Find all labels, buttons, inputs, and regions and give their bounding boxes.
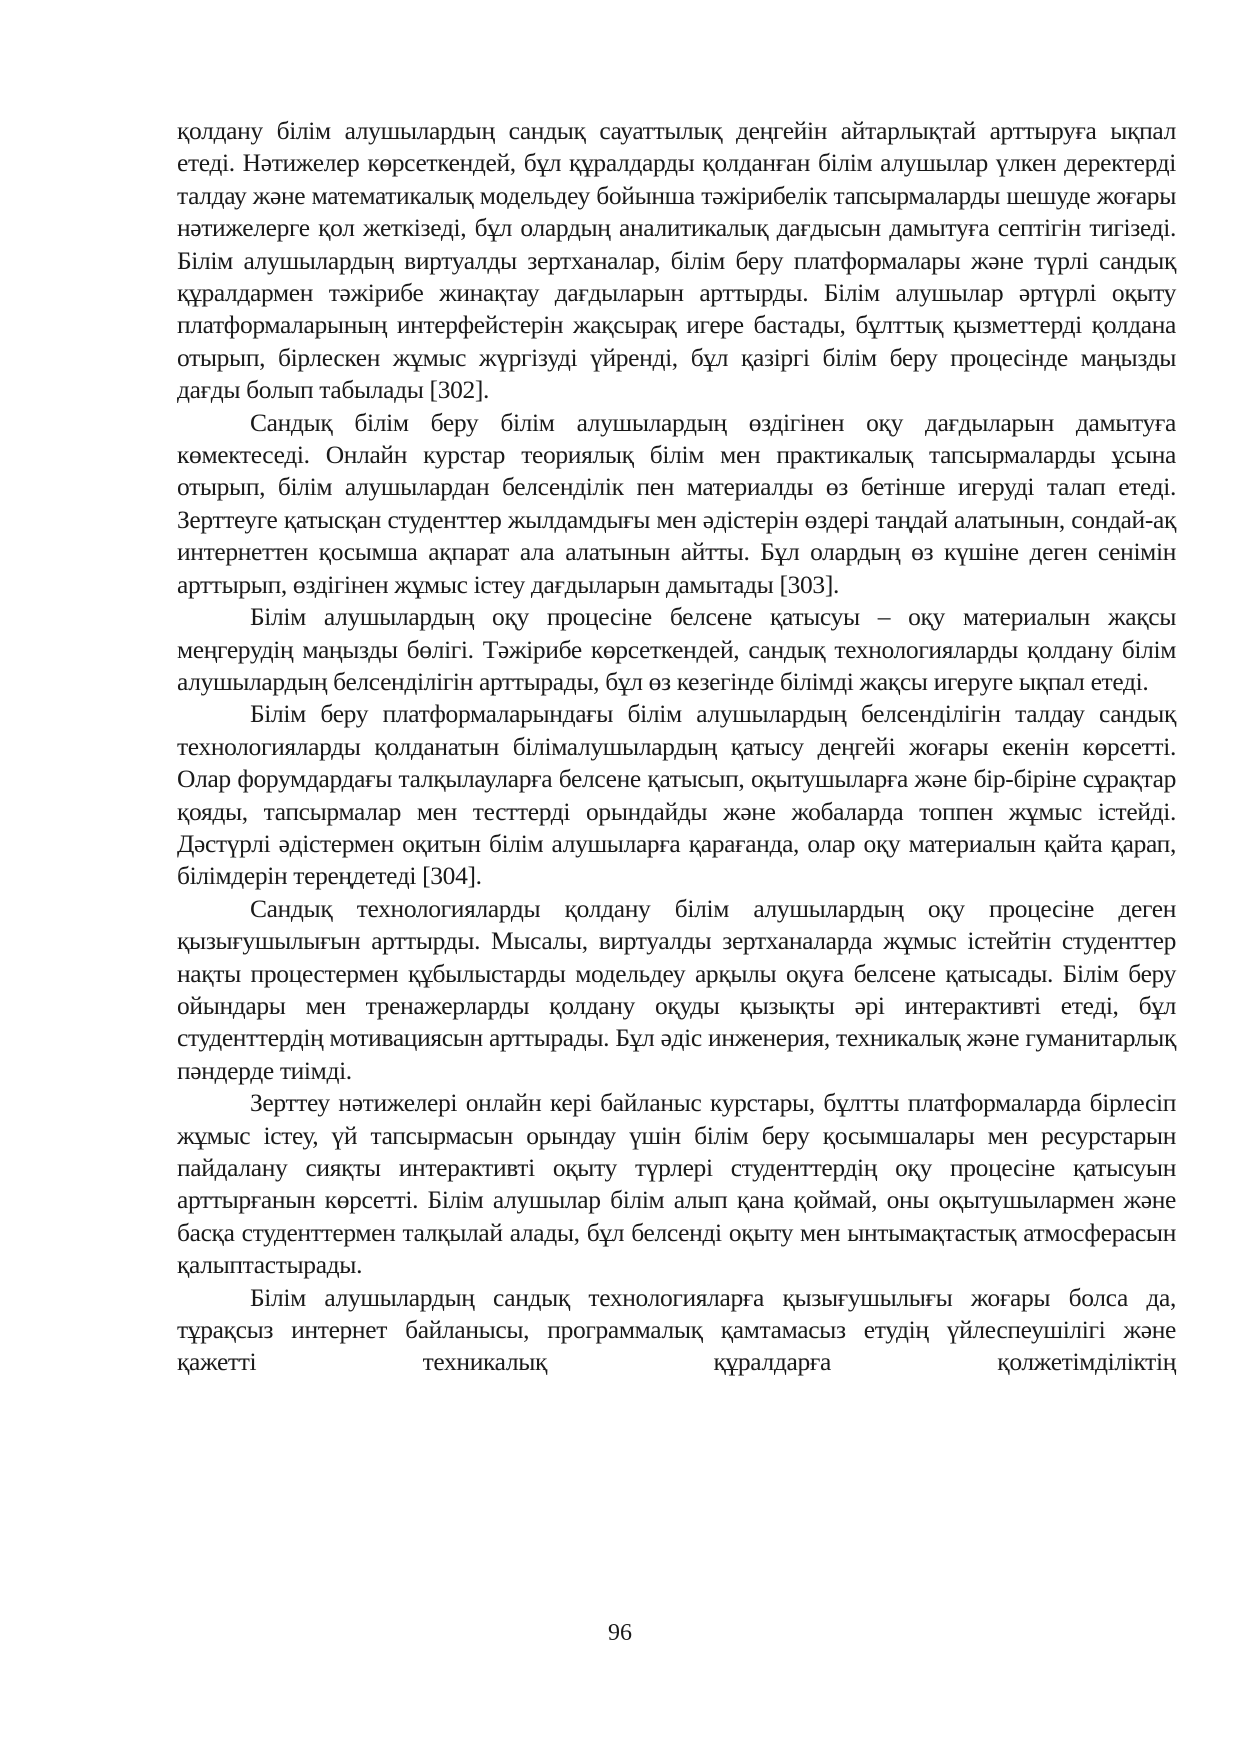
- paragraph-continuation: қолдану білім алушылардың сандық сауаттылық деңгейін айтарлықтай арттыруға ықпал етеді. Нәтижелер көрсеткендей, бұл құралдарды қолданған білім алушылар үлкен деректерді талдау және математикалық модельдеу бойынша тәжірибелік тапсырмаларды шешуде жоғары нәтижелерге қол жеткізеді, бұл олардың аналитикалық дағдысын дамытуға септігін тигізеді. Білім алушылардың виртуалды зертханалар, білім беру платформалары және түрлі сандық құралдармен тәжірибе жинақтау дағдыларын арттырды. Білім алушылар әртүрлі оқыту платформаларының интерфейстерін жақсырақ игере бастады, бұлттық қызметтерді қолдана отырып, бірлескен жұмыс жүргізуді үйренді, бұл қазіргі білім беру процесінде маңызды дағды болып табылады [302].: [177, 116, 1176, 405]
- page-number: 96: [608, 1620, 632, 1646]
- paragraph-challenges: Білім алушылардың сандық технологияларға қызығушылығы жоғары болса да, тұрақсыз интернет байланысы, программалық қамтамасыз етудің үйлеспеушілігі және қажетті техникалық құралдарға қолжетімділіктің: [177, 1282, 1176, 1377]
- paragraph-self-study: Сандық білім беру білім алушылардың өздігінен оқу дағдыларын дамытуға көмектеседі. Онлайн курстар теориялық білім мен практикалық тапсырмаларды ұсына отырып, білім алушылардан белсенділік пен материалды өз бетінше игеруді талап етеді. Зерттеуге қатысқан студенттер жылдамдығы мен әдістерін өздері таңдай алатынын, сондай-ақ интернеттен қосымша ақпарат ала алатынын айтты. Бұл олардың өз күшіне деген сенімін арттырып, өздігінен жұмыс істеу дағдыларын дамытады [303].: [177, 407, 1176, 599]
- paragraph-active-participation: Білім алушылардың оқу процесіне белсене қатысуы – оқу материалын жақсы меңгерудің маңызды бөлігі. Тәжірибе көрсеткендей, сандық технологияларды қолдану білім алушылардың белсенділігін арттырады, бұл өз кезегінде білімді жақсы игеруге ықпал етеді.: [177, 602, 1176, 696]
- paragraph-platform-activity: Білім беру платформаларындағы білім алушылардың белсенділігін талдау сандық технологияларды қолданатын білімалушылардың қатысу деңгейі жоғары екенін көрсетті. Олар форумдардағы талқылауларға белсене қатысып, оқытушыларға және бір-біріне сұрақтар қояды, тапсырмалар мен тесттерді орындайды және жобаларда топпен жұмыс істейді. Дәстүрлі әдістермен оқитын білім алушыларға қарағанда, олар оқу материалын қайта қарап, білімдерін тереңдетеді [304].: [177, 699, 1176, 891]
- document-body: [177, 115, 1176, 1379]
- paragraph-research-results: Зерттеу нәтижелері онлайн кері байланыс курстары, бұлтты платформаларда бірлесіп жұмыс істеу, үй тапсырмасын орындау үшін білім беру қосымшалары мен ресурстарын пайдалану сияқты интерактивті оқыту түрлері студенттердің оқу процесіне қатысуын арттырғанын көрсетті. Білім алушылар білім алып қана қоймай, оны оқытушылармен және басқа студенттермен талқылай алады, бұл белсенді оқыту мен ынтымақтастық атмосферасын қалыптастырады.: [177, 1088, 1176, 1280]
- paragraph-interest: Сандық технологияларды қолдану білім алушылардың оқу процесіне деген қызығушылығын арттырды. Мысалы, виртуалды зертханаларда жұмыс істейтін студенттер нақты процестермен құбылыстарды модельдеу арқылы оқуға белсене қатысады. Білім беру ойындары мен тренажерларды қолдану оқуды қызықты әрі интерактивті етеді, бұл студенттердің мотивациясын арттырады. Бұл әдіс инженерия, техникалық және гуманитарлық пәндерде тиімді.: [177, 893, 1176, 1085]
